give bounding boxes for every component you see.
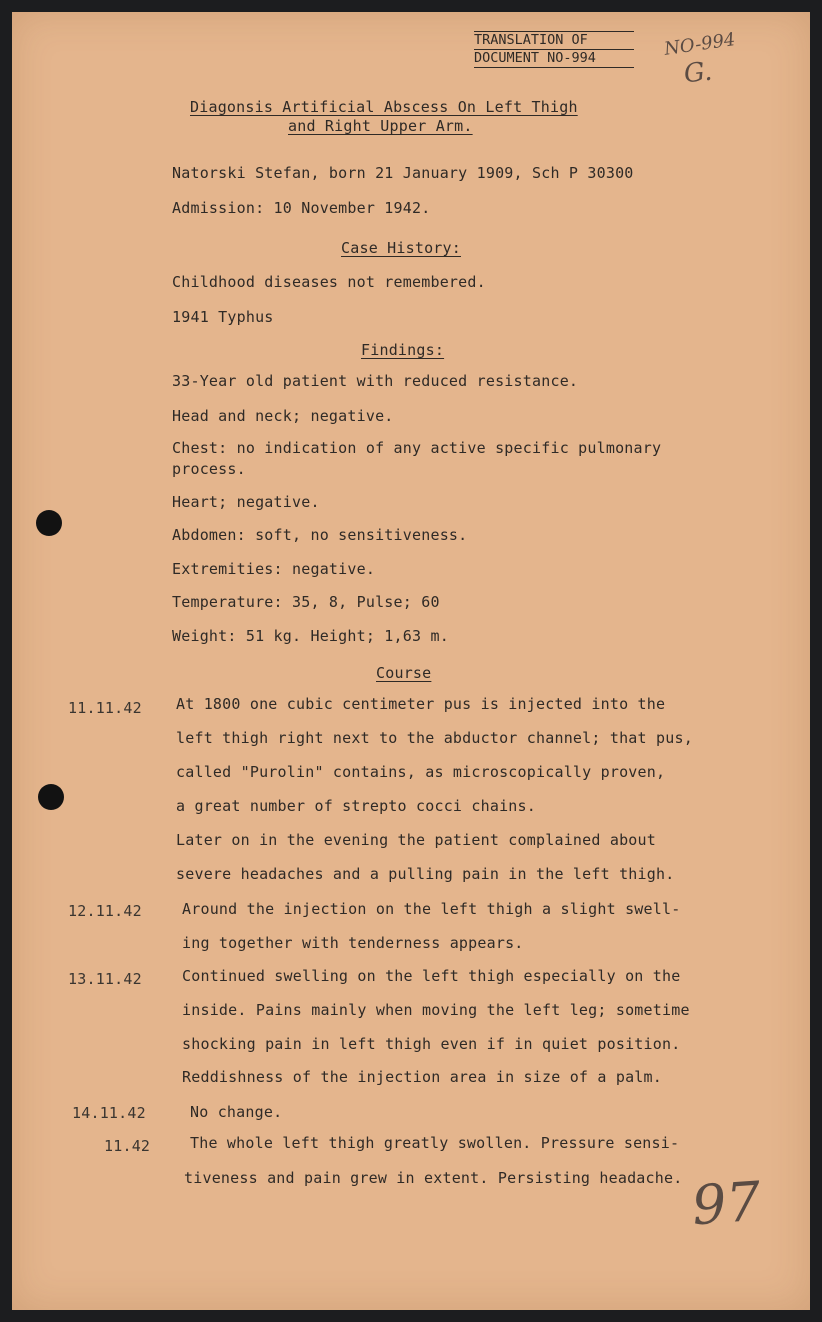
handwritten-reference: NO-994 <box>662 29 737 60</box>
course-date: 11.42 <box>104 1137 151 1155</box>
findings-line: 33-Year old patient with reduced resistance. <box>172 372 579 390</box>
course-date: 14.11.42 <box>72 1104 146 1122</box>
handwritten-initials: G. <box>682 56 714 90</box>
course-line: a great number of strepto cocci chains. <box>176 797 536 815</box>
course-line: At 1800 one cubic centimeter pus is injected into the <box>176 695 666 713</box>
case-history-line: 1941 Typhus <box>172 308 274 326</box>
case-history-heading: Case History: <box>341 239 461 257</box>
course-line: called "Purolin" contains, as microscopically proven, <box>176 763 666 781</box>
punch-hole <box>36 510 62 536</box>
course-line: Around the injection on the left thigh a slight swell- <box>182 900 681 918</box>
course-line: Later on in the evening the patient complained about <box>176 831 656 849</box>
patient-line: Natorski Stefan, born 21 January 1909, Sch P 30300 <box>172 164 634 182</box>
findings-line: Extremities: negative. <box>172 560 376 578</box>
findings-heading: Findings: <box>361 341 445 359</box>
course-line: shocking pain in left thigh even if in quiet position. <box>182 1035 681 1053</box>
course-line: No change. <box>190 1103 283 1121</box>
case-history-line: Childhood diseases not remembered. <box>172 273 486 291</box>
course-date: 13.11.42 <box>68 970 142 988</box>
document-title: Diagonsis Artificial Abscess On Left Thigh <box>190 98 578 116</box>
course-date: 12.11.42 <box>68 902 142 920</box>
stamp-line: TRANSLATION OF <box>474 32 634 50</box>
stamp-line: DOCUMENT NO-994 <box>474 50 634 68</box>
findings-line: Abdomen: soft, no sensitiveness. <box>172 526 468 544</box>
findings-line: Heart; negative. <box>172 493 320 511</box>
course-line: tiveness and pain grew in extent. Persisting headache. <box>184 1169 683 1187</box>
course-line: inside. Pains mainly when moving the left leg; sometime <box>182 1001 690 1019</box>
findings-line: process. <box>172 460 246 478</box>
course-heading: Course <box>376 664 432 682</box>
course-line: Continued swelling on the left thigh especially on the <box>182 967 681 985</box>
course-line: ing together with tenderness appears. <box>182 934 524 952</box>
admission-line: Admission: 10 November 1942. <box>172 199 431 217</box>
course-line: The whole left thigh greatly swollen. Pressure sensi- <box>190 1134 680 1152</box>
course-line: left thigh right next to the abductor channel; that pus, <box>176 729 693 747</box>
findings-line: Temperature: 35, 8, Pulse; 60 <box>172 593 440 611</box>
findings-line: Chest: no indication of any active specific pulmonary <box>172 439 662 457</box>
course-date: 11.11.42 <box>68 699 142 717</box>
findings-line: Weight: 51 kg. Height; 1,63 m. <box>172 627 449 645</box>
handwritten-page-number: 97 <box>689 1169 763 1238</box>
course-line: severe headaches and a pulling pain in the left thigh. <box>176 865 675 883</box>
document-subtitle: and Right Upper Arm. <box>288 117 473 135</box>
punch-hole <box>38 784 64 810</box>
findings-line: Head and neck; negative. <box>172 407 394 425</box>
course-line: Reddishness of the injection area in size of a palm. <box>182 1068 662 1086</box>
translation-stamp <box>474 31 634 68</box>
